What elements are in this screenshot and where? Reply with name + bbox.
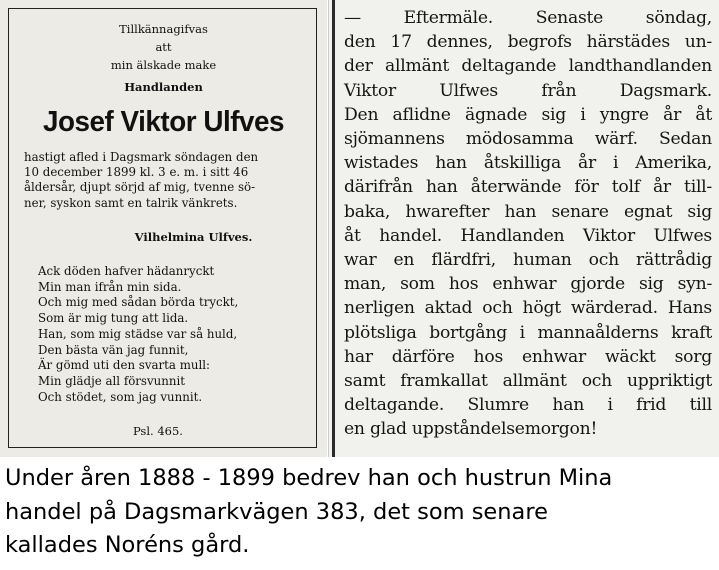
notice-poem [38, 264, 238, 405]
deceased-name: Josef Viktor Ulfves [42, 106, 285, 138]
article-line: der allmänt deltagande landthandlanden [344, 56, 712, 77]
article-line: man, som hos enhwar gjorde sig syn- [344, 274, 712, 295]
notice-body [24, 150, 306, 211]
article-line: därifrån han återwände för tolf år till- [344, 177, 712, 198]
poem-line: Är gömd uti den svarta mull: [38, 358, 211, 373]
article-line: Viktor Ulfwes från Dagsmark. [344, 80, 712, 101]
caption [5, 462, 717, 563]
obituary-text [344, 6, 712, 442]
poem-line: Som är mig tung att lida. [38, 311, 189, 326]
death-notice-clipping [0, 0, 327, 457]
article-line: en glad uppståndelsemorgon! [344, 419, 598, 440]
notice-intro-line: Tillkännagifvas [119, 22, 208, 36]
notice-body-line: 10 december 1899 kl. 3 e. m. i sitt 46 [24, 165, 249, 180]
poem-line: Ack döden hafver hädanryckt [38, 264, 215, 278]
article-line: war en flärdfri, human och rättrådig [344, 250, 712, 271]
poem-line: Den bästa vän jag funnit, [38, 342, 189, 357]
notice-att-line: att [155, 40, 172, 54]
poem-line: Han, som mig städse var så huld, [38, 326, 238, 341]
article-line: nerligen aktad och högt wärderad. Hans [344, 298, 712, 319]
notice-spouse-line: min älskade make [110, 58, 217, 72]
article-line: sjömannens mödosamma wärf. Sedan [344, 129, 712, 150]
poem-line: Min glädje all försvunnit [38, 373, 185, 388]
article-line: den 17 dennes, begrofs härstädes un- [344, 32, 712, 53]
poem-line: Min man ifrån min sida. [38, 279, 182, 294]
article-line: deltagande. Slumre han i frid till [344, 395, 712, 416]
poem-line: Och stödet, som jag vunnit. [38, 389, 203, 404]
article-line: samt framkallat allmänt och uppriktigt [344, 371, 712, 392]
article-line: Den aflidne ägnade sig i yngre år åt [344, 104, 712, 125]
caption-line: Under åren 1888 - 1899 bedrev han och hustrun Mina [5, 465, 613, 491]
caption-line: kallades Noréns gård. [5, 532, 250, 559]
psalm-reference: Psl. 465. [133, 424, 183, 438]
notice-title-line: Handlanden [124, 80, 203, 94]
article-line: plötsliga bortgång i mannaålderns kraft [344, 322, 712, 343]
article-line: wistades han åtskilliga år i Amerika, [344, 153, 712, 174]
article-line: åt handel. Handlanden Viktor Ulfwes [344, 225, 712, 246]
notice-body-line: åldersår, djupt sörjd af mig, tvenne sö- [24, 180, 256, 195]
notice-body-line: hastigt afled i Dagsmark söndagen den [24, 150, 259, 164]
article-line: — Eftermäle. Senaste söndag, [344, 8, 712, 28]
caption-line: handel på Dagsmarkvägen 383, det som senare [5, 498, 548, 525]
poem-line: Och mig med sådan börda tryckt, [38, 295, 239, 310]
column-rule [332, 0, 335, 457]
notice-signature: Vilhelmina Ulfves. [134, 230, 253, 244]
article-line: har därföre hos enhwar wäckt sorg [344, 346, 712, 367]
article-line: baka, hwarefter han senare egnat sig [344, 201, 712, 222]
notice-body-line: ner, syskon samt en talrik vänkrets. [24, 195, 238, 210]
